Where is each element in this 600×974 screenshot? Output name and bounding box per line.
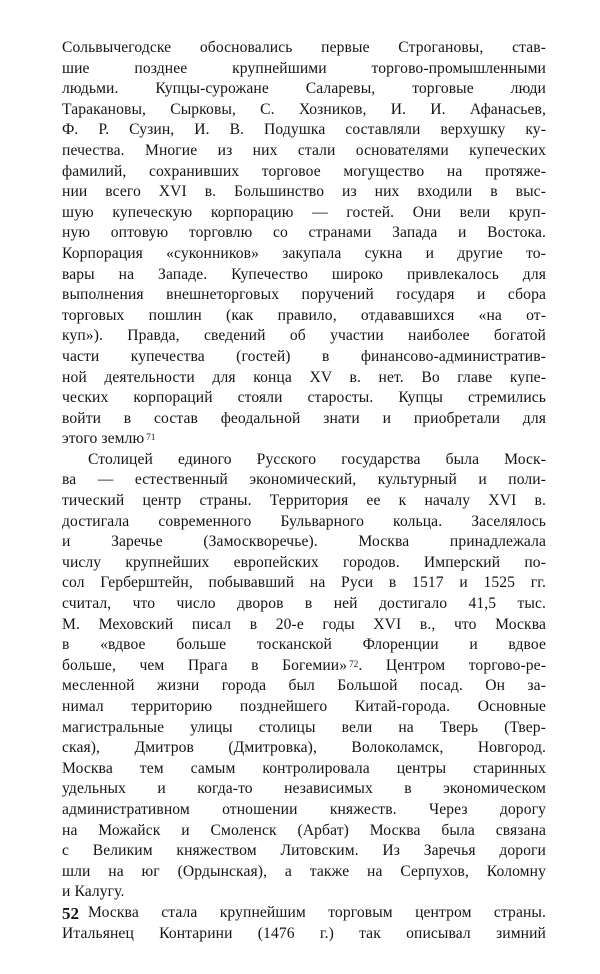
- text-line: тический центр страны. Территория ее к началу XVI в.: [62, 492, 546, 510]
- text-line: ной деятельности для конца XV в. нет. Во главе купе-: [62, 368, 546, 386]
- text-line: и Калугу.: [62, 883, 125, 901]
- text-line: сол Герберштейн, побывавший на Руси в 1517 и 1525 гг.: [62, 574, 546, 592]
- text-line: Сольвычегодске обосновались первые Строгановы, став-: [62, 39, 546, 56]
- footnote-ref: 72: [349, 658, 359, 669]
- text-line-with-footnote: [62, 656, 546, 677]
- text-line: месленной жизни города был Большой посад. Он за-: [62, 677, 546, 695]
- text-line: больше, чем Прага в Богемии» $^{72}$. Центром торгово-ре-: [62, 656, 546, 674]
- text-line: на Можайск и Смоленск (Арбат) Москва была связана: [62, 821, 546, 839]
- text-line: удельных и когда-то независимых в экономическом: [62, 780, 546, 798]
- text-line: нии всего XVI в. Большинство из них входили в выс-: [62, 183, 546, 201]
- text-line: и Заречье (Замоскворечье). Москва принадлежала: [62, 533, 546, 551]
- text-line: числу крупнейших европейских городов. Имперский по-: [62, 553, 546, 571]
- body-text: [62, 38, 546, 944]
- text-line: шли на юг (Ордынская), а также на Серпухов, Коломну: [62, 862, 546, 880]
- text-line: с Великим княжеством Литовским. Из Заречья дороги: [62, 842, 546, 860]
- text-line: Ф. Р. Сузин, И. В. Подушка составляли верхушку ку-: [62, 121, 546, 139]
- text-line: войти в состав феодальной знати и приобретали для: [62, 409, 546, 427]
- text-line: шую купеческую корпорацию — гостей. Они вели круп-: [62, 203, 546, 221]
- text-line: Таракановы, Сырковы, С. Хозников, И. И. Афанасьев,: [62, 100, 546, 118]
- text-line: считал, что число дворов в ней достигало 41,5 тыс.: [62, 595, 546, 613]
- text-line: магистральные улицы столицы вели на Тверь (Твер-: [62, 718, 546, 736]
- text-line: нимал территорию позднейшего Китай-города. Основные: [62, 698, 546, 715]
- text-line: ческих корпораций стояли старосты. Купцы стремились: [62, 389, 546, 407]
- text-line: печества. Многие из них стали основателями купеческих: [62, 141, 546, 159]
- text-line: людьми. Купцы-сурожане Саларевы, торговые люди: [62, 80, 546, 98]
- text-line: в «вдвое больше тосканской Флоренции и вдвое: [62, 636, 546, 654]
- text-line: М. Меховский писал в 20-е годы XVI в., что Москва: [62, 615, 546, 633]
- text-line: выполнения внешнеторговых поручений государя и сбора: [62, 286, 546, 304]
- text-line: торговых пошлин (как правило, отдававшихся «на от-: [62, 306, 546, 324]
- text-line: ская), Дмитров (Дмитровка), Волоколамск, Новгород.: [62, 739, 546, 757]
- text-line: вары на Западе. Купечество широко привлекалось для: [62, 265, 546, 283]
- text-line: достигала современного Бульварного кольца. Заселялось: [62, 512, 546, 530]
- paragraph-start-line: Столицей единого Русского государства была Моск-: [88, 450, 546, 468]
- text-line: куп»). Правда, сведений об участии наиболее богатой: [62, 327, 546, 345]
- text-line: шие позднее крупнейшими торгово-промышленными: [62, 59, 546, 77]
- text-line: Итальянец Контарини (1476 г.) так описывал зимний: [62, 924, 546, 942]
- text-line: этого землю: [62, 430, 145, 448]
- text-line: части купечества (гостей) в финансово-административ-: [62, 347, 546, 365]
- paragraph-start-line: Москва стала крупнейшим торговым центром страны.: [88, 903, 546, 921]
- text-line: ва — естественный экономический, культурный и поли-: [62, 471, 546, 489]
- text-line: Москва тем самым контролировала центры старинных: [62, 759, 546, 777]
- footnote-ref: 71: [146, 432, 156, 443]
- text-line: Корпорация «суконников» закупала сукна и другие то-: [62, 244, 546, 262]
- text-line: фамилий, сохранивших торговое могущество на протяже-: [62, 162, 546, 180]
- text-line-with-footnote: [62, 429, 546, 450]
- page-number: 52: [62, 904, 79, 923]
- text-line: административном отношении княжеств. Через дорогу: [62, 800, 546, 818]
- text-line: ную оптовую торговлю со странами Запада и Востока.: [62, 224, 546, 242]
